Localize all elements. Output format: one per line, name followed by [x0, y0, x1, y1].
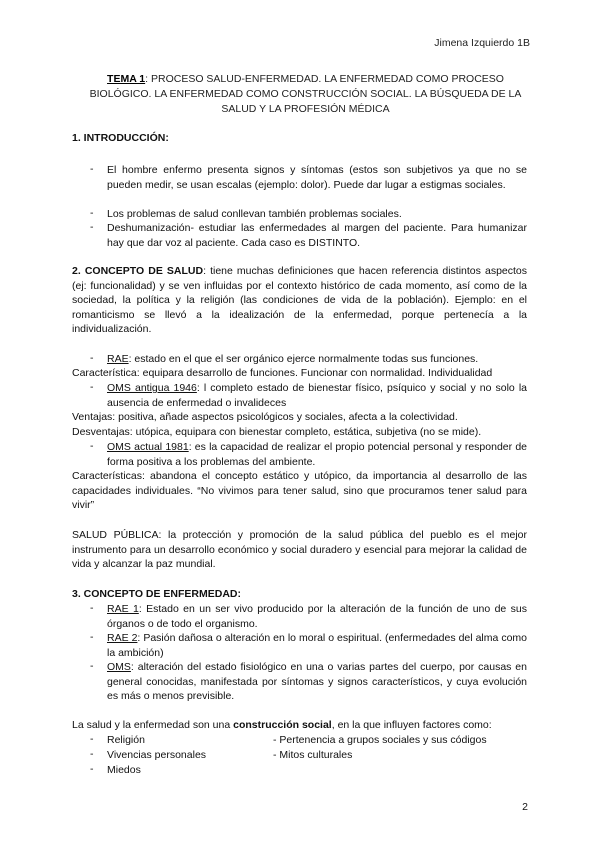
bullet-dash: - — [90, 440, 94, 452]
bullet-dash: - — [90, 631, 94, 643]
intro-item-3: Deshumanización- estudiar las enfermedades al margen del paciente. Para humanizar hay que dar voz al paciente. Cada caso es DISTINTO. — [107, 222, 527, 249]
bullet-dash: - — [90, 207, 94, 219]
construccion-social — [72, 718, 527, 733]
author-name: Jimena Izquierdo 1B — [434, 37, 530, 49]
desventajas: Desventajas: utópica, equipara con bienestar completo, estática, subjetiva (no se mide). — [72, 426, 482, 438]
page-number: 2 — [522, 801, 528, 813]
salud-rae — [107, 352, 527, 367]
social-bold: construcción social — [233, 719, 332, 731]
enfermedad-rae-1 — [107, 602, 527, 631]
bullet-dash: - — [90, 763, 94, 775]
enfermedad-oms — [107, 660, 527, 704]
oms1981-text: : es la capacidad de realizar el propio potencial personal y responder de forma positiva a los problemas del ambiente. — [107, 441, 527, 468]
oms-label: OMS — [107, 661, 131, 673]
title-label: TEMA 1 — [107, 73, 146, 85]
enfermedad-heading: 3. CONCEPTO DE ENFERMEDAD: — [72, 588, 241, 600]
oms1946-text: : l completo estado de bienestar físico, psíquico y social y no solo la ausencia de enfermedad o invalideces — [107, 382, 528, 409]
ventajas: Ventajas: positiva, añade aspectos psicológicos y sociales, afecta a la colectividad. — [72, 411, 458, 423]
factor-miedos: Miedos — [107, 764, 141, 776]
salud-oms-1981 — [107, 440, 527, 469]
bullet-dash: - — [90, 163, 94, 175]
bullet-dash: - — [90, 381, 94, 393]
intro-item-2: Los problemas de salud conllevan también problemas sociales. — [107, 208, 402, 220]
bullet-dash: - — [90, 733, 94, 745]
bullet-dash: - — [90, 221, 94, 233]
bullet-dash: - — [90, 660, 94, 672]
salud-text: : tiene muchas definiciones que hacen referencia distintos aspectos (ej: funcionalidad) y se ven influidas por el contexto histórico de cada momento, así como de la sociedad, la política y la religión (las condiciones de vida de la población). Ejemplo: en el romanticismo se llevó a la idealización de la enfermedad, porque pertenecía a la individualización. — [72, 265, 528, 336]
document-title — [88, 72, 523, 117]
rae-text: : estado en el que el ser orgánico ejerce normalmente todas sus funciones. — [128, 353, 479, 365]
salud-heading: 2. CONCEPTO DE SALUD — [72, 265, 204, 277]
salud-publica: SALUD PÚBLICA: la protección y promoción de la salud pública del pueblo es el mejor instrumento para un desarrollo económico y social duradero y esencial para mejorar la calidad de vida y alcanzar la paz mundial. — [72, 529, 527, 571]
rae-note: Característica: equipara desarrollo de funciones. Funcionar con normalidad. Individualidad — [72, 367, 493, 379]
bullet-dash: - — [90, 748, 94, 760]
intro-item-1: El hombre enfermo presenta signos y síntomas (estos son subjetivos ya que no se pueden medir, se usan escalas (ejemplo: dolor). Puede dar lugar a estigmas sociales. — [107, 164, 527, 191]
rae1-text: : Estado en un ser vivo producido por la alteración de la función de uno de sus órganos o de todo el organismo. — [107, 603, 527, 630]
rae-label: RAE — [107, 353, 129, 365]
bullet-dash: - — [90, 352, 94, 364]
bullet-dash: - — [90, 602, 94, 614]
factor-grupos: - Pertenencia a grupos sociales y sus códigos — [273, 734, 487, 746]
salud-oms-1946 — [107, 381, 527, 410]
factor-mitos: - Mitos culturales — [273, 749, 353, 761]
social-pre: La salud y la enfermedad son una — [72, 719, 234, 731]
oms-text: : alteración del estado fisiológico en una o varias partes del cuerpo, por causas en general conocidas, manifestada por síntomas y signos característicos, y cuya evolución es más o menos previsible. — [107, 661, 527, 703]
title-text: : PROCESO SALUD-ENFERMEDAD. LA ENFERMEDAD COMO PROCESO BIOLÓGICO. LA ENFERMEDAD COMO CONSTRUCCIÓN SOCIAL. LA BÚSQUEDA DE LA SALUD Y LA PROFESIÓN MÉDICA — [89, 73, 522, 115]
caracteristicas: Características: abandona el concepto estático y utópico, da importancia al desarrollo de las capacidades individuales. “No vivimos para tener salud, sino que procuramos tener salud para vivir” — [72, 470, 527, 512]
oms1981-label: OMS actual 1981 — [107, 441, 189, 453]
social-post: , en la que influyen factores como: — [331, 719, 492, 731]
enfermedad-rae-2 — [107, 631, 527, 660]
rae2-text: : Pasión dañosa o alteración en lo moral o espiritual. (enfermedades del alma como la ambición) — [107, 632, 527, 659]
salud-paragraph — [72, 264, 527, 337]
oms1946-label: OMS antigua 1946 — [107, 382, 197, 394]
rae2-label: RAE 2 — [107, 632, 138, 644]
rae1-label: RAE 1 — [107, 603, 139, 615]
factor-vivencias: Vivencias personales — [107, 749, 207, 761]
factor-religion: Religión — [107, 734, 145, 746]
intro-heading: 1. INTRODUCCIÓN: — [72, 132, 169, 144]
